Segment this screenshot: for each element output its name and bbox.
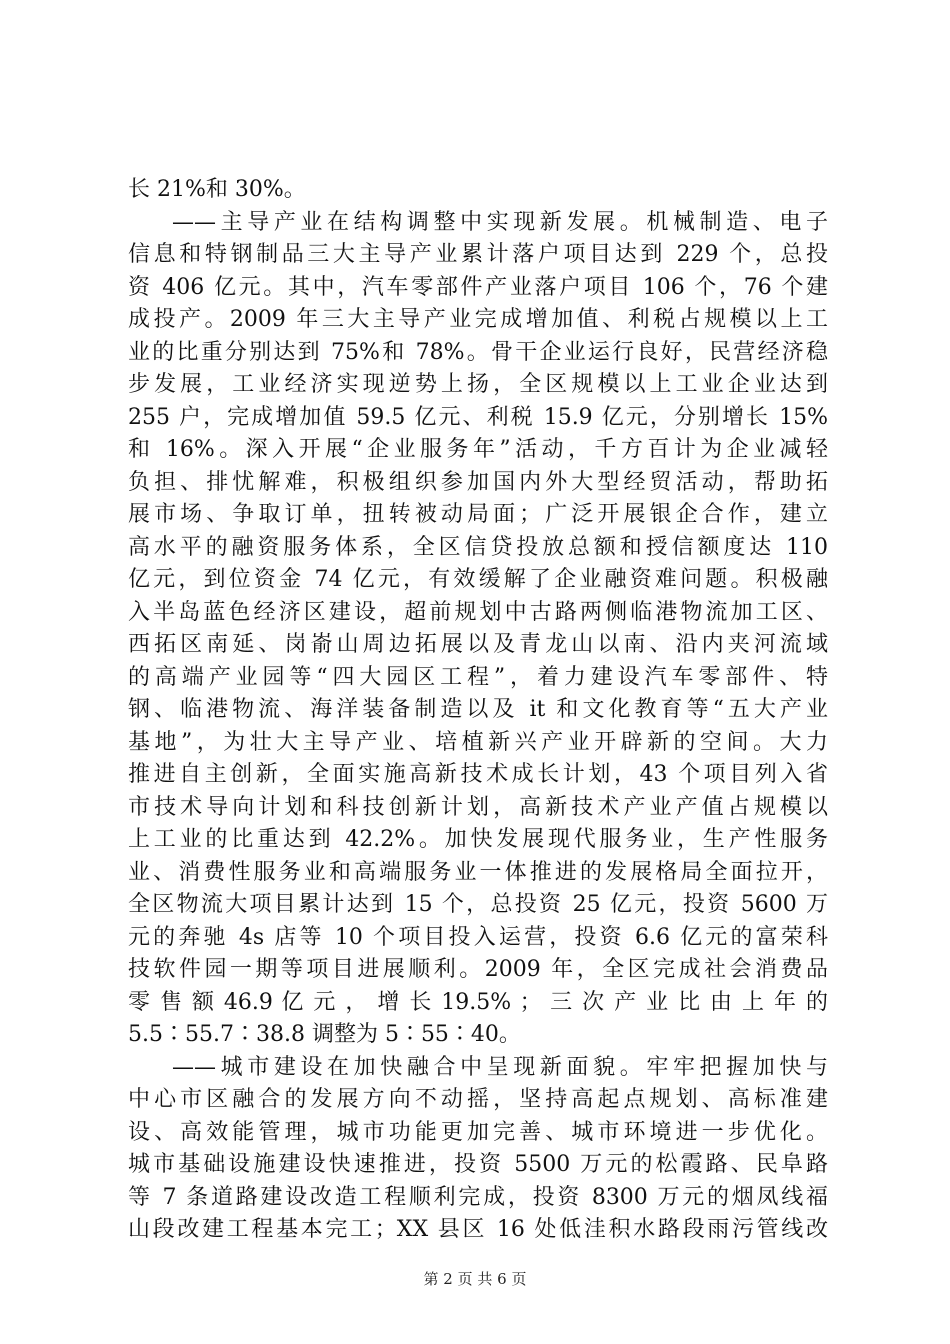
text-line: 全区物流大项目累计达到 15 个，总投资 25 亿元，投资 5600 万 [128,892,828,917]
text-line: 上工业的比重达到 42.2%。加快发展现代服务业，生产性服务 [128,827,828,852]
text-line: ——主导产业在结构调整中实现新发展。机械制造、电子 [172,209,828,235]
text-line: 中心市区融合的发展方向不动摇，坚持高起点规划、高标准建 [128,1087,828,1112]
text-line: 业的比重分别达到 75%和 78%。骨干企业运行良好，民营经济稳 [128,339,828,365]
text-line: 推进自主创新，全面实施高新技术成长计划，43 个项目列入省 [128,762,828,787]
text-line: 资 406 亿元。其中，汽车零部件产业落户项目 106 个，76 个建 [128,274,828,300]
text-line: ——城市建设在加快融合中呈现新面貌。牢牢把握加快与 [172,1054,828,1080]
page-footer: 第 2 页 共 6 页 [423,1270,527,1288]
text-line: 等 7 条道路建设改造工程顺利完成，投资 8300 万元的烟凤线福 [128,1184,828,1210]
text-line: 业、消费性服务业和高端服务业一体推进的发展格局全面拉开， [128,859,828,885]
text-line: 的高端产业园等“四大园区工程”，着力建设汽车零部件、特 [128,664,828,690]
text-line: 基地”，为壮大主导产业、培植新兴产业开辟新的空间。大力 [128,729,828,755]
text-line: 设、高效能管理，城市功能更加完善、城市环境进一步优化。 [128,1119,828,1145]
document-body [128,174,828,1247]
text-line: 入半岛蓝色经济区建设，超前规划中古路两侧临港物流加工区、 [128,599,828,625]
text-line: 山段改建工程基本完工；XX 县区 16 处低洼积水路段雨污管线改 [128,1217,828,1242]
text-line: 钢、临港物流、海洋装备制造以及 it 和文化教育等“五大产业 [128,697,828,722]
text-line: 长 21%和 30%。 [128,177,306,202]
text-line: 亿元，到位资金 74 亿元，有效缓解了企业融资难问题。积极融 [128,567,828,592]
text-line: 展市场、争取订单，扭转被动局面；广泛开展银企合作，建立 [128,502,828,527]
text-line: 零 售 额 46.9 亿 元 ， 增 长 19.5% ； 三 次 产 业 比 由 上 年 的 [128,989,828,1015]
text-line: 和 16%。深入开展“企业服务年”活动，千方百计为企业减轻 [128,437,828,462]
text-line: 西拓区南延、岗嵛山周边拓展以及青龙山以南、沿内夹河流域 [128,632,828,657]
text-line: 255 户，完成增加值 59.5 亿元、利税 15.9 亿元，分别增长 15% [128,404,828,430]
text-line: 5.5∶55.7∶38.8 调整为 5∶55∶40。 [128,1022,521,1047]
text-line: 技软件园一期等项目进展顺利。2009 年，全区完成社会消费品 [128,957,828,982]
text-line: 成投产。2009 年三大主导产业完成增加值、利税占规模以上工 [128,307,828,332]
text-line: 信息和特钢制品三大主导产业累计落户项目达到 229 个，总投 [128,242,828,267]
text-line: 元的奔驰 4s 店等 10 个项目投入运营，投资 6.6 亿元的富荣科 [128,924,828,950]
text-line: 负担、排忧解难，积极组织参加国内外大型经贸活动，帮助拓 [128,469,828,495]
text-line: 城市基础设施建设快速推进，投资 5500 万元的松霞路、民阜路 [128,1152,828,1177]
text-line: 高水平的融资服务体系，全区信贷投放总额和授信额度达 110 [128,534,828,560]
text-line: 市技术导向计划和科技创新计划，高新技术产业产值占规模以 [128,794,828,820]
text-line: 步发展，工业经济实现逆势上扬，全区规模以上工业企业达到 [128,372,828,397]
